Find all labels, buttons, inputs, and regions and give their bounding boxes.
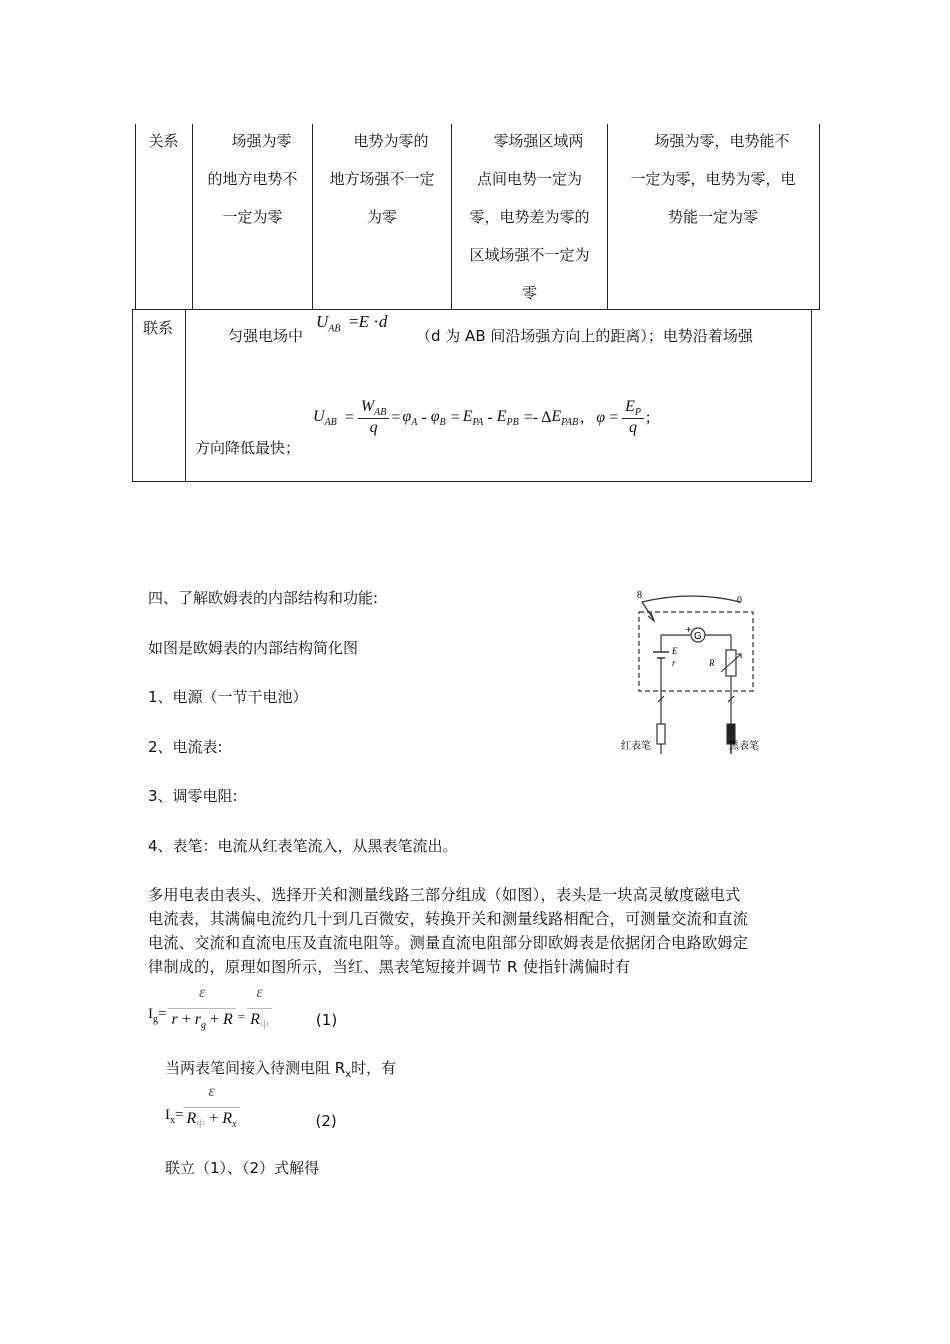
link-line1-pre: 匀强电场中 xyxy=(228,327,304,345)
formula-uab-ed: $U_{AB} =E \cdot d$ xyxy=(316,312,388,335)
body-paragraph: 多用电表由表头、选择开关和测量线路三部分组成（如图），表头是一块高灵敏度磁电式 电流表，其满偏电流约几十到几百微安，转换开关和测量线路相配合，可测量交流和直流 电流、交流和直流电压及直流电阻等。测量直流电阻部分即欧姆表是依据闭合电路欧姆定 律制成的，原理如图所示，当红、黑表笔短接并调节 R 使指针满偏时有 xyxy=(148,886,749,976)
section-title: 四、了解欧姆表的内部结构和功能: xyxy=(148,589,379,607)
list-item: 2、电流表: xyxy=(148,738,223,756)
relation-label: 关系 xyxy=(148,132,179,150)
wire-mark xyxy=(658,696,734,702)
scale-right-label: 0 xyxy=(737,595,742,606)
link-line1-post: （d 为 AB 间沿场强方向上的距离）；电势沿着场强 xyxy=(416,327,753,345)
equation-2: $I_x=$ ε $R_中 + R_x$ (2) xyxy=(165,1083,337,1131)
rx-sentence: 当两表笔间接入待测电阻 $R_x$时，有 xyxy=(165,1059,397,1080)
internal-r-label: r xyxy=(672,658,676,668)
galvanometer-label: G xyxy=(694,631,702,642)
emf-label: E xyxy=(672,646,678,656)
list-item: 3、调零电阻: xyxy=(148,787,238,805)
battery-icon xyxy=(653,652,669,658)
relation-cell-3: 零场强区域两 点间电势一定为 零，电势差为零的 区域场强不一定为 零 xyxy=(469,132,590,302)
divider xyxy=(185,309,186,481)
list-item: 4、表笔：电流从红表笔流入，从黑表笔流出。 xyxy=(148,837,458,855)
relation-cell-4: 场强为零，电势能不 一定为零，电势为零，电 势能一定为零 xyxy=(630,132,796,226)
link-line2-pre: 方向降低最快； xyxy=(195,439,301,457)
relation-cell-2: 电势为零的 地方场强不一定 为零 xyxy=(329,132,435,226)
equation-2-label: (2) xyxy=(315,1112,337,1131)
scale-arc xyxy=(642,596,740,602)
equation-1: $I_g=$ $\frac{\varepsilon}{r + r_g + R}$ = ε $R_中$ (1) xyxy=(148,984,338,1032)
link-label: 联系 xyxy=(143,319,174,337)
equation-1-label: (1) xyxy=(315,1011,338,1030)
red-probe-icon xyxy=(657,724,665,744)
list-item: 1、电源（一节干电池） xyxy=(148,688,308,706)
ohmmeter-diagram xyxy=(612,584,782,764)
section-intro: 如图是欧姆表的内部结构简化图 xyxy=(148,639,359,657)
formula-potential-difference: $U_{AB}$ = $W_{AB}$ q = $\varphi_A$ - $\varphi_B$ = $E_{PA}$ - $E_{PB}$ =- Δ $E_{PAB}$ , φ = $\frac{E_P}{q}$ ; xyxy=(313,398,651,437)
needle-arrow-icon xyxy=(648,613,654,621)
scale-left-label: 8 xyxy=(637,590,642,601)
black-probe-label: 黑表笔 xyxy=(729,741,759,752)
resistor-label: R xyxy=(709,658,715,668)
relation-cell-1: 场强为零 的地方电势不 一定为零 xyxy=(207,132,298,226)
red-probe-label: 红表笔 xyxy=(621,741,651,752)
plus-label: + xyxy=(685,625,692,634)
final-sentence: 联立（1）、（2）式解得 xyxy=(165,1159,320,1177)
